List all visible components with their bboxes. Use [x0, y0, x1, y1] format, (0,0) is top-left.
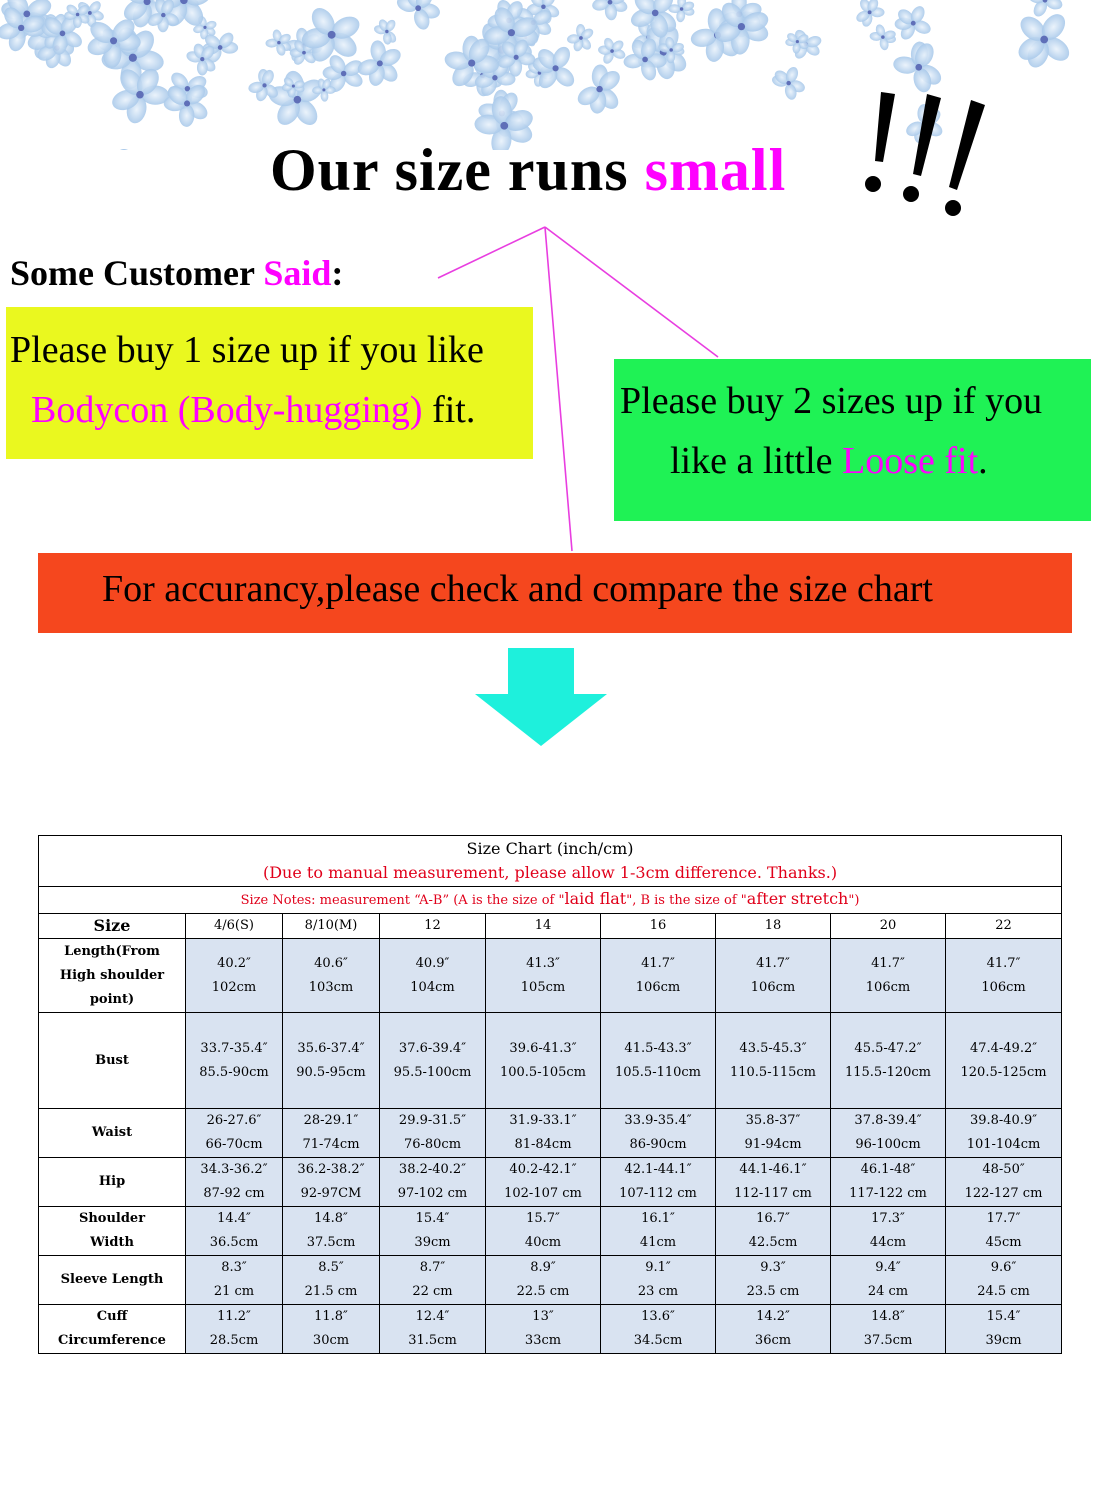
- cm-value: 102cm: [211, 979, 257, 995]
- size-chart-disclaimer: (Due to manual measurement, please allow 1-3cm difference. Thanks.): [262, 863, 838, 882]
- measurement-cell: [946, 1305, 1062, 1354]
- size-up-two-box: [614, 359, 1091, 521]
- cm-value: 122-127 cm: [964, 1186, 1043, 1201]
- size-header-row: [39, 914, 1062, 939]
- notes-e: "): [848, 893, 860, 908]
- shoulder-label-2: Width: [90, 1235, 134, 1250]
- cm-value: 117-122 cm: [849, 1186, 927, 1201]
- inch-value: 40.2″: [217, 955, 251, 971]
- measurement-cell: [601, 1305, 716, 1354]
- size-up-one-line1: Please buy 1 size up if you like: [10, 329, 484, 371]
- measurement-cell: [283, 1013, 380, 1109]
- cm-value: 28.5cm: [209, 1333, 259, 1348]
- size-up-two-line2: [670, 439, 988, 483]
- measurement-cell: [831, 1158, 946, 1207]
- inch-value: 39.6-41.3″: [509, 1040, 577, 1056]
- headline-text: Our size runs: [270, 137, 645, 203]
- table-row-waist: [39, 1109, 1062, 1158]
- inch-value: 37.8-39.4″: [854, 1113, 922, 1128]
- measurement-cell: [946, 939, 1062, 1013]
- inch-value: 35.6-37.4″: [297, 1040, 365, 1056]
- cm-value: 106cm: [981, 979, 1026, 995]
- cm-value: 97-102 cm: [397, 1186, 468, 1201]
- inch-value: 33.9-35.4″: [624, 1113, 692, 1128]
- said-text: Some Customer: [10, 253, 264, 293]
- headline-highlight: small: [644, 137, 787, 203]
- cm-value: 106cm: [865, 979, 911, 995]
- inch-value: 8.3″: [221, 1260, 247, 1275]
- cm-value: 100.5-105cm: [499, 1064, 587, 1080]
- cm-value: 115.5-120cm: [844, 1064, 932, 1080]
- row-label-shoulder: [39, 1207, 186, 1256]
- cm-value: 71-74cm: [302, 1137, 360, 1152]
- inch-value: 9.6″: [990, 1260, 1017, 1275]
- measurement-cell: [486, 1256, 601, 1305]
- table-row-cuff: [39, 1305, 1062, 1354]
- inch-value: 43.5-45.3″: [739, 1040, 807, 1056]
- measurement-cell: [716, 939, 831, 1013]
- customer-said-heading: [10, 252, 343, 294]
- cm-value: 95.5-100cm: [393, 1064, 472, 1080]
- measurement-cell: [486, 1109, 601, 1158]
- table-row-sleeve: [39, 1256, 1062, 1305]
- cm-value: 42.5cm: [748, 1235, 798, 1250]
- cm-value: 31.5cm: [408, 1333, 457, 1348]
- inch-value: 14.8″: [314, 1211, 348, 1226]
- size-up-one-line2: [31, 379, 475, 441]
- measurement-cell: [380, 1158, 486, 1207]
- measurement-cell: [831, 939, 946, 1013]
- cm-value: 22.5 cm: [516, 1284, 570, 1299]
- measurement-cell: [716, 1305, 831, 1354]
- measurement-cell: [486, 1207, 601, 1256]
- measurement-cell: [186, 1013, 283, 1109]
- inch-value: 14.4″: [217, 1211, 251, 1226]
- measurement-cell: [716, 1158, 831, 1207]
- inch-value: 15.7″: [526, 1211, 560, 1226]
- cm-value: 91-94cm: [744, 1137, 802, 1152]
- size-col-1: 8/10(M): [283, 914, 380, 939]
- size-col-0: 4/6(S): [186, 914, 283, 939]
- table-row-shoulder: [39, 1207, 1062, 1256]
- down-arrow-icon: [475, 648, 607, 746]
- cm-value: 22 cm: [412, 1284, 453, 1299]
- size-col-6: 20: [831, 914, 946, 939]
- cm-value: 106cm: [635, 979, 681, 995]
- inch-value: 14.2″: [756, 1309, 790, 1324]
- inch-value: 11.2″: [217, 1309, 251, 1324]
- cm-value: 81-84cm: [514, 1137, 572, 1152]
- measurement-cell: [486, 1305, 601, 1354]
- cm-value: 36.5cm: [209, 1235, 259, 1250]
- inch-value: 46.1-48″: [860, 1162, 916, 1177]
- cm-value: 44cm: [869, 1235, 907, 1250]
- measurement-cell: [716, 1256, 831, 1305]
- inch-value: 40.2-42.1″: [509, 1162, 577, 1177]
- cm-value: 37.5cm: [863, 1333, 913, 1348]
- inch-value: 17.7″: [986, 1211, 1021, 1226]
- notes-b: laid flat: [564, 889, 627, 908]
- cm-value: 105cm: [520, 979, 566, 995]
- measurement-cell: [716, 1013, 831, 1109]
- cm-value: 33cm: [524, 1333, 562, 1348]
- measurement-cell: [946, 1207, 1062, 1256]
- inch-value: 42.1-44.1″: [624, 1162, 692, 1177]
- inch-value: 41.7″: [986, 955, 1021, 971]
- length-label-sub2: High shoulder: [59, 967, 165, 983]
- measurement-cell: [186, 1305, 283, 1354]
- measurement-cell: [283, 1305, 380, 1354]
- measurement-cell: [601, 1207, 716, 1256]
- inch-value: 40.9″: [415, 955, 450, 971]
- measurement-cell: [946, 1158, 1062, 1207]
- measurement-cell: [186, 1109, 283, 1158]
- measurement-cell: [601, 939, 716, 1013]
- inch-value: 15.4″: [986, 1309, 1021, 1324]
- cm-value: 106cm: [750, 979, 796, 995]
- measurement-cell: [601, 1158, 716, 1207]
- measurement-cell: [186, 1207, 283, 1256]
- loose-post: .: [978, 440, 988, 482]
- cm-value: 90.5-95cm: [296, 1064, 366, 1080]
- inch-value: 34.3-36.2″: [200, 1162, 268, 1177]
- cm-value: 37.5cm: [306, 1235, 356, 1250]
- size-col-5: 18: [716, 914, 831, 939]
- cm-value: 112-117 cm: [734, 1186, 812, 1201]
- inch-value: 47.4-49.2″: [969, 1040, 1038, 1056]
- table-row-length: [39, 939, 1062, 1013]
- cm-value: 120.5-125cm: [960, 1064, 1047, 1080]
- exclamation-marks-graphic: [855, 80, 995, 220]
- table-row-hip: [39, 1158, 1062, 1207]
- inch-value: 15.4″: [415, 1211, 450, 1226]
- measurement-cell: [283, 1207, 380, 1256]
- size-notes: [39, 887, 1062, 914]
- cm-value: 96-100cm: [855, 1137, 921, 1152]
- measurement-cell: [186, 939, 283, 1013]
- size-up-two-line1: Please buy 2 sizes up if you: [620, 380, 1043, 422]
- said-colon: :: [331, 253, 344, 293]
- table-row-bust: [39, 1013, 1062, 1109]
- cm-value: 101-104cm: [966, 1137, 1041, 1152]
- inch-value: 41.7″: [641, 955, 675, 971]
- measurement-cell: [831, 1256, 946, 1305]
- size-warning-headline: [270, 136, 786, 205]
- cm-value: 41cm: [639, 1235, 677, 1250]
- cm-value: 107-112 cm: [619, 1186, 697, 1201]
- inch-value: 36.2-38.2″: [297, 1162, 365, 1177]
- measurement-cell: [486, 1013, 601, 1109]
- cm-value: 92-97CM: [300, 1186, 362, 1201]
- notes-d: after stretch: [746, 889, 849, 908]
- measurement-cell: [283, 939, 380, 1013]
- inch-value: 17.3″: [871, 1211, 905, 1226]
- inch-value: 40.6″: [314, 955, 348, 971]
- inch-value: 28-29.1″: [303, 1113, 359, 1128]
- inch-value: 8.9″: [530, 1260, 556, 1275]
- measurement-cell: [831, 1305, 946, 1354]
- measurement-cell: [380, 1207, 486, 1256]
- cm-value: 102-107 cm: [504, 1186, 582, 1201]
- inch-value: 33.7-35.4″: [200, 1040, 268, 1056]
- loose-highlight: Loose fit: [842, 440, 979, 482]
- inch-value: 41.7″: [871, 955, 905, 971]
- measurement-cell: [946, 1013, 1062, 1109]
- inch-value: 16.7″: [756, 1211, 790, 1226]
- measurement-cell: [486, 1158, 601, 1207]
- cm-value: 104cm: [410, 979, 455, 995]
- size-col-2: 12: [380, 914, 486, 939]
- cm-value: 87-92 cm: [203, 1186, 265, 1201]
- inch-value: 29.9-31.5″: [398, 1113, 467, 1128]
- cm-value: 103cm: [308, 979, 354, 995]
- size-up-one-box: [6, 307, 533, 459]
- row-label-cuff: [39, 1305, 186, 1354]
- size-label: Size: [39, 914, 186, 939]
- inch-value: 9.3″: [760, 1260, 786, 1275]
- measurement-cell: [486, 939, 601, 1013]
- measurement-cell: [380, 1305, 486, 1354]
- length-label-sub1: (From: [115, 943, 160, 959]
- inch-value: 31.9-33.1″: [509, 1113, 577, 1128]
- shoulder-label-1: Shoulder: [78, 1211, 146, 1226]
- measurement-cell: [283, 1158, 380, 1207]
- cm-value: 34.5cm: [633, 1333, 683, 1348]
- measurement-cell: [283, 1256, 380, 1305]
- measurement-cell: [601, 1013, 716, 1109]
- measurement-cell: [831, 1109, 946, 1158]
- cm-value: 76-80cm: [403, 1137, 462, 1152]
- cm-value: 86-90cm: [629, 1137, 687, 1152]
- row-label-sleeve: Sleeve Length: [39, 1256, 186, 1305]
- measurement-cell: [716, 1109, 831, 1158]
- inch-value: 13″: [532, 1309, 554, 1324]
- notes-c: ", B is the size of ": [626, 893, 747, 908]
- cm-value: 45cm: [985, 1235, 1022, 1250]
- cm-value: 30cm: [312, 1333, 350, 1348]
- inch-value: 9.4″: [875, 1260, 901, 1275]
- cuff-label-1: Cuff: [96, 1309, 128, 1324]
- measurement-cell: [831, 1013, 946, 1109]
- cm-value: 24.5 cm: [977, 1284, 1030, 1299]
- row-label-length: [39, 939, 186, 1013]
- inch-value: 41.7″: [756, 955, 790, 971]
- inch-value: 14.8″: [871, 1309, 905, 1324]
- inch-value: 8.5″: [318, 1260, 344, 1275]
- said-highlight: Said: [263, 253, 332, 293]
- cuff-label-2: Circumference: [58, 1333, 166, 1348]
- length-label-sub3: point): [89, 991, 135, 1007]
- inch-value: 41.3″: [526, 955, 560, 971]
- loose-pre: like a little: [670, 440, 843, 482]
- cm-value: 23 cm: [637, 1284, 679, 1299]
- inch-value: 41.5-43.3″: [624, 1040, 692, 1056]
- measurement-cell: [716, 1207, 831, 1256]
- size-chart-table: [38, 835, 1062, 1354]
- cm-value: 39cm: [414, 1235, 451, 1250]
- inch-value: 9.1″: [645, 1260, 671, 1275]
- cm-value: 39cm: [985, 1333, 1022, 1348]
- cm-value: 66-70cm: [205, 1137, 263, 1152]
- measurement-cell: [380, 1109, 486, 1158]
- cm-value: 24 cm: [867, 1284, 909, 1299]
- row-label-waist: Waist: [39, 1109, 186, 1158]
- cm-value: 21 cm: [213, 1284, 255, 1299]
- measurement-cell: [946, 1109, 1062, 1158]
- cm-value: 40cm: [524, 1235, 562, 1250]
- size-chart-header: [39, 836, 1062, 887]
- measurement-cell: [601, 1256, 716, 1305]
- cm-value: 21.5 cm: [304, 1284, 358, 1299]
- measurement-cell: [601, 1109, 716, 1158]
- bodycon-highlight: Bodycon (Body-hugging): [31, 389, 423, 431]
- cm-value: 23.5 cm: [746, 1284, 800, 1299]
- measurement-cell: [946, 1256, 1062, 1305]
- inch-value: 35.8-37″: [745, 1113, 801, 1128]
- row-label-hip: Hip: [39, 1158, 186, 1207]
- cm-value: 105.5-110cm: [614, 1064, 702, 1080]
- inch-value: 16.1″: [641, 1211, 675, 1226]
- cm-value: 85.5-90cm: [199, 1064, 269, 1080]
- measurement-cell: [831, 1207, 946, 1256]
- cm-value: 36cm: [754, 1333, 792, 1348]
- notes-a: Size Notes: measurement “A-B” (A is the size of ": [240, 893, 565, 908]
- measurement-cell: [186, 1256, 283, 1305]
- fit-text: fit.: [422, 389, 476, 431]
- measurement-cell: [380, 1256, 486, 1305]
- inch-value: 12.4″: [415, 1309, 450, 1324]
- measurement-cell: [380, 1013, 486, 1109]
- inch-value: 39.8-40.9″: [969, 1113, 1038, 1128]
- row-label-bust: Bust: [39, 1013, 186, 1109]
- accuracy-text: For accurancy,please check and compare the size chart: [102, 568, 933, 610]
- measurement-cell: [380, 939, 486, 1013]
- measurement-cell: [186, 1158, 283, 1207]
- accuracy-banner: [38, 553, 1072, 633]
- size-chart-title: Size Chart (inch/cm): [466, 839, 634, 858]
- inch-value: 26-27.6″: [206, 1113, 262, 1128]
- inch-value: 11.8″: [314, 1309, 348, 1324]
- size-col-4: 16: [601, 914, 716, 939]
- cm-value: 110.5-115cm: [729, 1064, 817, 1080]
- inch-value: 45.5-47.2″: [854, 1040, 922, 1056]
- length-label: Length: [64, 943, 116, 959]
- size-col-7: 22: [946, 914, 1062, 939]
- inch-value: 8.7″: [419, 1260, 446, 1275]
- measurement-cell: [283, 1109, 380, 1158]
- inch-value: 13.6″: [641, 1309, 675, 1324]
- inch-value: 44.1-46.1″: [739, 1162, 807, 1177]
- inch-value: 48-50″: [982, 1162, 1025, 1177]
- size-col-3: 14: [486, 914, 601, 939]
- inch-value: 37.6-39.4″: [398, 1040, 467, 1056]
- inch-value: 38.2-40.2″: [398, 1162, 467, 1177]
